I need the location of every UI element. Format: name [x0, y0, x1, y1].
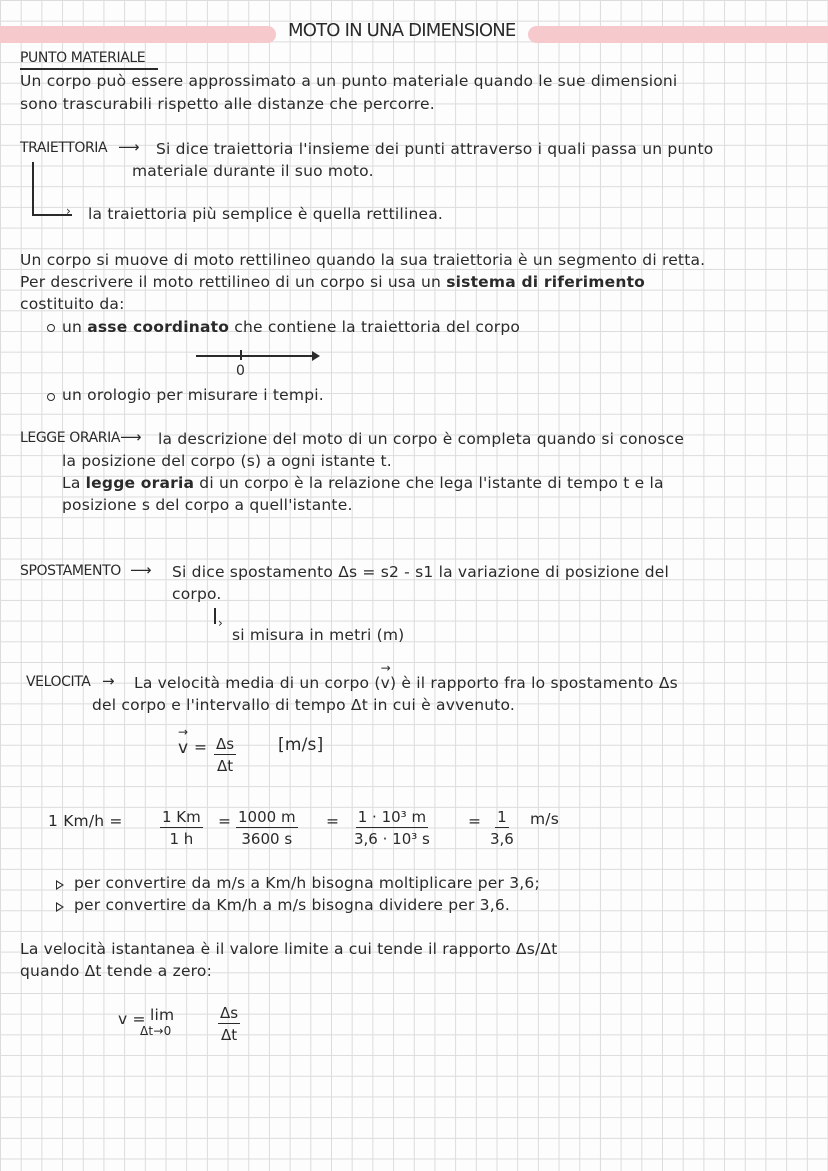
- velocita-line1-prefix: La velocità media di un corpo (: [134, 674, 381, 692]
- conversion-fraction-4: [490, 808, 514, 848]
- bracket-vertical: [32, 162, 34, 214]
- chevron-right-icon: ›: [66, 204, 71, 218]
- conversion-fraction-2-num: 1000 m: [238, 808, 296, 826]
- asse-coordinato-term: asse coordinato: [87, 318, 230, 336]
- conversion-fraction-1-num: 1 Km: [162, 808, 201, 826]
- velocita-line2: del corpo e l'intervallo di tempo Δt in cui è avvenuto.: [92, 696, 516, 714]
- title-banner-left: [0, 26, 276, 43]
- triangle-bullet-icon: [56, 880, 64, 890]
- formula-numerator: Δs: [216, 735, 235, 753]
- conversion-fraction-4-num: 1: [497, 808, 507, 826]
- rettilineo-line2: [20, 273, 645, 291]
- formula-denominator: Δt: [216, 757, 234, 775]
- traiettoria-line2: materiale durante il suo moto.: [132, 162, 374, 180]
- legge-oraria-term: legge oraria: [85, 474, 195, 492]
- spostamento-line2: corpo.: [172, 585, 222, 603]
- arrow-right-icon: →: [102, 672, 115, 690]
- bullet-circle-icon: [47, 324, 55, 332]
- formula-unit: [m/s]: [278, 735, 324, 755]
- limit-v: v =: [118, 1010, 146, 1028]
- bullet-asse: [62, 318, 520, 336]
- formula-v: [178, 738, 188, 758]
- spostamento-line1: Si dice spostamento Δs = s2 - s1 la variazione di posizione del: [172, 563, 670, 581]
- conversion-fraction-2-den: 3600 s: [241, 830, 293, 848]
- curved-arrow-stem: [214, 608, 216, 624]
- formula-fraction: [214, 735, 236, 775]
- conversion-equals-1: =: [218, 812, 232, 830]
- axis-zero-label: 0: [236, 363, 246, 379]
- legge-line1: la descrizione del moto di un corpo è completa quando si conosce: [158, 430, 685, 448]
- conversion-fraction-1-den: 1 h: [169, 830, 194, 848]
- title-banner-right: [528, 26, 828, 43]
- heading-velocita: VELOCITA: [26, 674, 91, 690]
- conversion-fraction-3-den: 3,6 · 10³ s: [354, 830, 430, 848]
- punto-line2: sono trascurabili rispetto alle distanze che percorre.: [20, 95, 435, 113]
- istantanea-line2: quando Δt tende a zero:: [20, 962, 213, 980]
- arrow-right-icon: ⟶: [130, 561, 152, 579]
- bullet-asse-prefix: un: [62, 318, 88, 336]
- conversion-fraction-3: [354, 808, 430, 848]
- conversion-fraction-2: [236, 808, 298, 848]
- formula-v-symbol: → v: [178, 738, 188, 758]
- traiettoria-note: la traiettoria più semplice è quella rettilinea.: [88, 205, 444, 223]
- legge-line3-prefix: La: [62, 474, 86, 492]
- rettilineo-line3: costituito da:: [20, 295, 125, 313]
- rule-multiply: per convertire da m/s a Km/h bisogna moltiplicare per 3,6;: [74, 874, 540, 892]
- arrow-right-icon: ⟶: [118, 138, 140, 156]
- bullet-asse-suffix: che contiene la traiettoria del corpo: [229, 318, 521, 336]
- bullet-circle-icon: [47, 393, 55, 401]
- rettilineo-line1: Un corpo si muove di moto rettilineo quando la sua traiettoria è un segmento di retta.: [20, 251, 706, 269]
- rettilineo-line2-text: Per descrivere il moto rettilineo di un corpo si usa un: [20, 273, 447, 291]
- limit-word: lim: [150, 1006, 175, 1024]
- axis-origin-tick: [240, 350, 242, 360]
- limit-subscript: Δt→0: [140, 1024, 172, 1038]
- underline-punto: [20, 68, 158, 70]
- conversion-fraction-3-num: 1 · 10³ m: [357, 808, 427, 826]
- velocity-vector-symbol: → v: [381, 674, 390, 692]
- coordinate-axis: [196, 355, 314, 357]
- punto-line1: Un corpo può essere approssimato a un punto materiale quando le sue dimensioni: [20, 72, 678, 90]
- conversion-unit: m/s: [530, 810, 559, 828]
- conversion-equals-2: =: [326, 812, 340, 830]
- conversion-fraction-1: [160, 808, 203, 848]
- limit-fraction: [218, 1004, 240, 1044]
- heading-traiettoria: TRAIETTORIA: [20, 140, 108, 156]
- limit-numerator: Δs: [220, 1004, 239, 1022]
- triangle-bullet-icon: [56, 902, 64, 912]
- conversion-lhs: 1 Km/h =: [48, 812, 123, 830]
- arrow-right-icon: ⟶: [120, 428, 142, 446]
- axis-arrowhead-icon: [312, 351, 320, 361]
- spostamento-note: si misura in metri (m): [232, 626, 405, 644]
- rule-divide: per convertire da Km/h a m/s bisogna dividere per 3,6.: [74, 896, 511, 914]
- velocita-line1: [134, 674, 678, 692]
- page-title: MOTO IN UNA DIMENSIONE: [288, 20, 516, 41]
- formula-equals: =: [194, 738, 208, 756]
- legge-line3: [62, 474, 664, 492]
- legge-line2: la posizione del corpo (s) a ogni istante t.: [62, 452, 392, 470]
- istantanea-line1: La velocità istantanea è il valore limite a cui tende il rapporto Δs/Δt: [20, 940, 558, 958]
- bullet-orologio: un orologio per misurare i tempi.: [62, 386, 324, 404]
- velocita-line1-suffix: ) è il rapporto fra lo spostamento Δs: [390, 674, 678, 692]
- chevron-right-icon: ›: [218, 616, 223, 630]
- heading-punto-materiale: PUNTO MATERIALE: [20, 50, 146, 66]
- legge-line3-suffix: di un corpo è la relazione che lega l'istante di tempo t e la: [194, 474, 664, 492]
- conversion-fraction-4-den: 3,6: [490, 830, 514, 848]
- sistema-riferimento-term: sistema di riferimento: [446, 273, 646, 291]
- traiettoria-line1: Si dice traiettoria l'insieme dei punti attraverso i quali passa un punto: [156, 140, 714, 158]
- limit-denominator: Δt: [220, 1026, 238, 1044]
- legge-line4: posizione s del corpo a quell'istante.: [62, 496, 353, 514]
- heading-legge-oraria: LEGGE ORARIA: [20, 430, 121, 446]
- heading-spostamento: SPOSTAMENTO: [20, 563, 121, 579]
- conversion-equals-3: =: [468, 812, 482, 830]
